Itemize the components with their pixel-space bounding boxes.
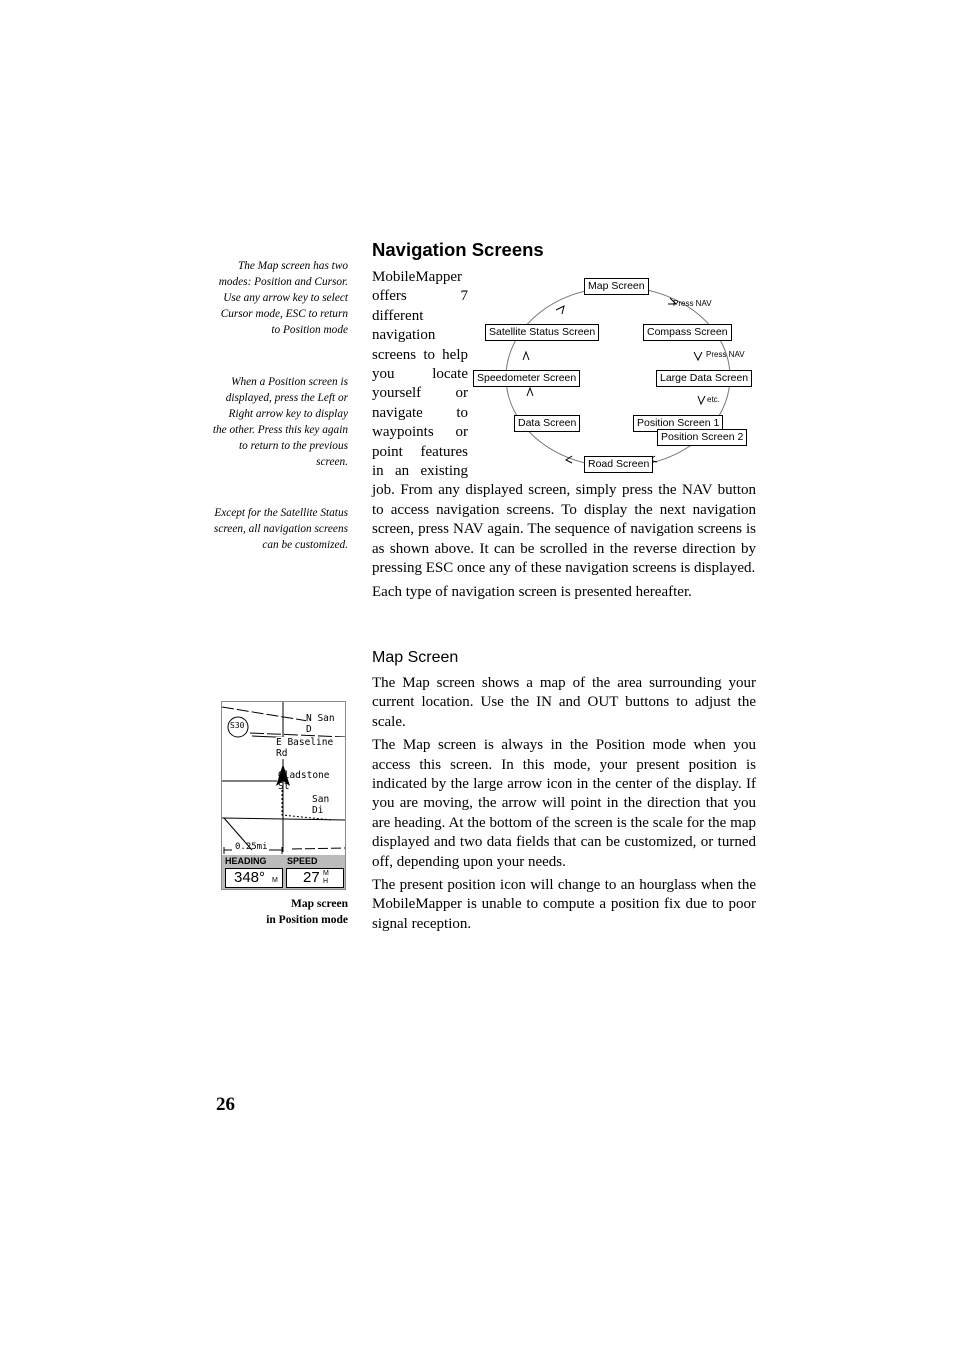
map-screen-image	[221, 701, 346, 890]
sidebar-note-2: When a Position screen is displayed, press the Left or Right arrow key to display the other. Press this key again to return to the previous screen.	[212, 376, 348, 468]
page-number: 26	[216, 1094, 235, 1115]
navigation-cycle-diagram	[470, 276, 760, 476]
diagram-box-data: Data Screen	[514, 415, 580, 432]
diagram-box-satellite: Satellite Status Screen	[485, 324, 599, 341]
press-nav-label-1: Press NAV	[673, 299, 712, 308]
subsection-title: Map Screen	[372, 649, 459, 666]
speed-unit: MH	[323, 870, 329, 885]
map-screen-body	[372, 674, 756, 938]
street-label: E Baseline Rd	[276, 737, 345, 759]
paragraph: The present position icon will change to an hourglass when the MobileMapper is unable to compute a position fix due to poor signal reception.	[372, 877, 756, 932]
heading-label: HEADING	[225, 856, 267, 866]
heading-unit: M	[272, 877, 278, 884]
section-title: Navigation Screens	[372, 239, 544, 260]
sidebar-note-1: The Map screen has two modes: Position and Cursor. Use any arrow key to select Cursor mode, ESC to return to Position mode	[218, 260, 348, 336]
street-label: Gladstone St	[278, 770, 330, 792]
speed-value: 27	[303, 869, 320, 886]
diagram-box-speedometer: Speedometer Screen	[473, 370, 580, 387]
speed-field	[286, 868, 344, 888]
street-label: San Di	[312, 794, 330, 816]
speed-label: SPEED	[287, 856, 318, 866]
intro-paragraph: MobileMapper offers 7 different navigation screens to help you locate yourself or navigate to waypoints or point features in an existing job. From any displayed screen, simply press the NAV button to access navigation screens. To display the next navigation screen, press NAV again. The sequence of navigation screens is as shown above. It can be scrolled in the reverse direction by pressing ESC once any of these navigation screens is displayed.	[372, 269, 756, 577]
diagram-box-position-2: Position Screen 2	[657, 429, 747, 446]
diagram-box-road: Road Screen	[584, 456, 653, 473]
caption-line: in Position mode	[266, 914, 348, 926]
etc-label: etc.	[707, 395, 720, 404]
diagram-box-large-data: Large Data Screen	[656, 370, 752, 387]
heading-field	[225, 868, 283, 888]
intro-paragraph-2: Each type of navigation screen is presented hereafter.	[372, 583, 692, 600]
caption-line: Map screen	[291, 898, 348, 910]
street-label: N San D	[306, 713, 345, 735]
paragraph: The Map screen is always in the Position mode when you access this screen. In this mode, your present position is indicated by the large arrow icon in the center of the display. If you are moving, the arrow will point in the direction that you are heading. At the bottom of the screen is the scale for the map displayed and two data fields that can be customized, or turned off, depending upon your needs.	[372, 737, 756, 870]
diagram-box-compass: Compass Screen	[643, 324, 732, 341]
press-nav-label-2: Press NAV	[706, 350, 745, 359]
scale-label: 0.25mi	[235, 842, 268, 852]
diagram-box-position-1: Position Screen 1	[633, 415, 723, 432]
paragraph: The Map screen shows a map of the area surrounding your current location. Use the IN and OUT buttons to adjust the scale.	[372, 675, 756, 730]
sidebar-note-3: Except for the Satellite Status screen, all navigation screens can be customized.	[213, 507, 348, 551]
road-sign: S30	[230, 721, 245, 730]
data-fields	[222, 855, 345, 889]
heading-value: 348°	[234, 869, 266, 886]
diagram-box-map: Map Screen	[584, 278, 649, 295]
figure-caption	[212, 896, 348, 928]
